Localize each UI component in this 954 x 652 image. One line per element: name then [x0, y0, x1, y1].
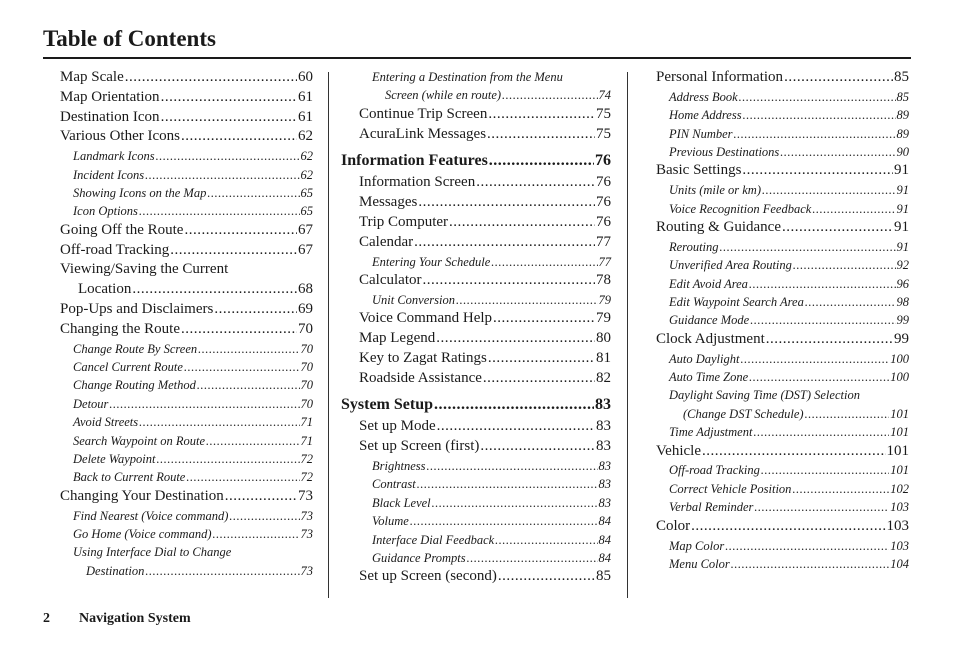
toc-entry[interactable]: Basic Settings ..... 91: [656, 161, 909, 181]
toc-subentry[interactable]: Destination ..... 73: [60, 562, 313, 580]
toc-subentry[interactable]: Auto Daylight ..... 100: [656, 350, 909, 368]
toc-entry[interactable]: Roadside Assistance ..... 82: [341, 369, 611, 389]
toc-subentry[interactable]: Change Route By Screen ..... 70: [60, 340, 313, 358]
column-divider: [627, 72, 628, 598]
toc-subentry[interactable]: Guidance Mode ..... 99: [656, 311, 909, 329]
toc-entry[interactable]: Changing the Route ..... 70: [60, 320, 313, 340]
toc-subentry-line[interactable]: Using Interface Dial to Change: [73, 545, 232, 560]
toc-subentry[interactable]: Verbal Reminder ..... 103: [656, 498, 909, 516]
toc-subentry[interactable]: Brightness ..... 83: [341, 457, 611, 475]
toc-subentry[interactable]: Voice Recognition Feedback ..... 91: [656, 200, 909, 218]
toc-entry[interactable]: Map Orientation ..... 61: [60, 88, 313, 108]
toc-column-2: [341, 68, 611, 587]
toc-entry[interactable]: Voice Command Help ..... 79: [341, 309, 611, 329]
toc-section-heading[interactable]: Information Features ..... 76: [341, 151, 611, 171]
toc-entry[interactable]: Calendar ..... 77: [341, 233, 611, 253]
toc-subentry[interactable]: Contrast ..... 83: [341, 475, 611, 493]
toc-subentry[interactable]: Entering Your Schedule ..... 77: [341, 253, 611, 271]
toc-entry[interactable]: Messages ..... 76: [341, 193, 611, 213]
toc-subentry[interactable]: Black Level ..... 83: [341, 494, 611, 512]
page-footer: [43, 610, 191, 628]
toc-subentry[interactable]: PIN Number ..... 89: [656, 125, 909, 143]
toc-entry[interactable]: Destination Icon ..... 61: [60, 108, 313, 128]
toc-entry[interactable]: Set up Screen (second) ..... 85: [341, 567, 611, 587]
toc-subentry[interactable]: Landmark Icons ..... 62: [60, 147, 313, 165]
toc-subentry-line[interactable]: Daylight Saving Time (DST) Selection: [669, 388, 860, 403]
toc-subentry[interactable]: Address Book ..... 85: [656, 88, 909, 106]
toc-subentry[interactable]: Screen (while en route) ..... 74: [341, 86, 611, 104]
toc-entry[interactable]: Location ..... 68: [60, 280, 313, 300]
toc-entry[interactable]: Personal Information ..... 85: [656, 68, 909, 88]
toc-subentry[interactable]: Back to Current Route ..... 72: [60, 468, 313, 486]
toc-subentry[interactable]: Go Home (Voice command) ..... 73: [60, 525, 313, 543]
toc-column-1: [60, 68, 313, 580]
toc-entry[interactable]: Map Scale ..... 60: [60, 68, 313, 88]
toc-subentry[interactable]: Showing Icons on the Map ..... 65: [60, 184, 313, 202]
toc-entry[interactable]: Trip Computer ..... 76: [341, 213, 611, 233]
toc-subentry[interactable]: Menu Color ..... 104: [656, 555, 909, 573]
toc-entry[interactable]: Map Legend ..... 80: [341, 329, 611, 349]
toc-subentry[interactable]: Off-road Tracking ..... 101: [656, 461, 909, 479]
page-number: 2: [43, 611, 50, 626]
toc-entry[interactable]: Calculator ..... 78: [341, 271, 611, 291]
toc-subentry[interactable]: Units (mile or km) ..... 91: [656, 181, 909, 199]
toc-subentry[interactable]: Auto Time Zone ..... 100: [656, 368, 909, 386]
toc-subentry[interactable]: Guidance Prompts ..... 84: [341, 549, 611, 567]
toc-entry[interactable]: Pop-Ups and Disclaimers ..... 69: [60, 300, 313, 320]
toc-entry[interactable]: Continue Trip Screen ..... 75: [341, 105, 611, 125]
toc-subentry[interactable]: Unverified Area Routing ..... 92: [656, 256, 909, 274]
toc-subentry[interactable]: Interface Dial Feedback ..... 84: [341, 531, 611, 549]
toc-entry[interactable]: AcuraLink Messages ..... 75: [341, 125, 611, 145]
toc-entry[interactable]: Set up Screen (first) ..... 83: [341, 437, 611, 457]
toc-subentry[interactable]: Home Address ..... 89: [656, 106, 909, 124]
page-title: Table of Contents: [43, 26, 216, 51]
title-rule: [43, 57, 911, 59]
toc-subentry-line[interactable]: Entering a Destination from the Menu: [372, 70, 563, 84]
toc-subentry[interactable]: Icon Options ..... 65: [60, 202, 313, 220]
toc-entry[interactable]: Information Screen ..... 76: [341, 173, 611, 193]
toc-entry[interactable]: Vehicle ..... 101: [656, 442, 909, 462]
toc-column-3: [656, 68, 909, 573]
toc-entry[interactable]: Off-road Tracking ..... 67: [60, 241, 313, 261]
toc-entry[interactable]: Routing & Guidance ..... 91: [656, 218, 909, 238]
footer-label: Navigation System: [79, 611, 191, 626]
toc-entry[interactable]: Color ..... 103: [656, 517, 909, 537]
toc-subentry[interactable]: Volume ..... 84: [341, 512, 611, 530]
toc-subentry[interactable]: Search Waypoint on Route ..... 71: [60, 432, 313, 450]
toc-entry[interactable]: Key to Zagat Ratings ..... 81: [341, 349, 611, 369]
toc-subentry[interactable]: Previous Destinations ..... 90: [656, 143, 909, 161]
toc-section-heading[interactable]: System Setup ..... 83: [341, 395, 611, 415]
toc-subentry[interactable]: Edit Waypoint Search Area ..... 98: [656, 293, 909, 311]
toc-entry[interactable]: Going Off the Route ..... 67: [60, 221, 313, 241]
toc-subentry[interactable]: Edit Avoid Area ..... 96: [656, 275, 909, 293]
toc-entry-line[interactable]: Viewing/Saving the Current: [60, 261, 229, 278]
toc-subentry[interactable]: Avoid Streets ..... 71: [60, 413, 313, 431]
toc-entry[interactable]: Clock Adjustment ..... 99: [656, 330, 909, 350]
column-divider: [328, 72, 329, 598]
toc-subentry[interactable]: Detour ..... 70: [60, 395, 313, 413]
toc-entry[interactable]: Set up Mode ..... 83: [341, 417, 611, 437]
toc-subentry[interactable]: Find Nearest (Voice command) ..... 73: [60, 507, 313, 525]
toc-subentry[interactable]: Delete Waypoint ..... 72: [60, 450, 313, 468]
toc-subentry[interactable]: Cancel Current Route ..... 70: [60, 358, 313, 376]
toc-subentry[interactable]: Incident Icons ..... 62: [60, 166, 313, 184]
toc-entry[interactable]: Changing Your Destination ..... 73: [60, 487, 313, 507]
toc-subentry[interactable]: Time Adjustment ..... 101: [656, 423, 909, 441]
toc-subentry[interactable]: Correct Vehicle Position ..... 102: [656, 480, 909, 498]
toc-subentry[interactable]: (Change DST Schedule) ..... 101: [656, 405, 909, 423]
toc-subentry[interactable]: Map Color ..... 103: [656, 537, 909, 555]
toc-subentry[interactable]: Rerouting ..... 91: [656, 238, 909, 256]
toc-subentry[interactable]: Change Routing Method ..... 70: [60, 376, 313, 394]
toc-entry[interactable]: Various Other Icons ..... 62: [60, 127, 313, 147]
toc-subentry[interactable]: Unit Conversion ..... 79: [341, 291, 611, 309]
